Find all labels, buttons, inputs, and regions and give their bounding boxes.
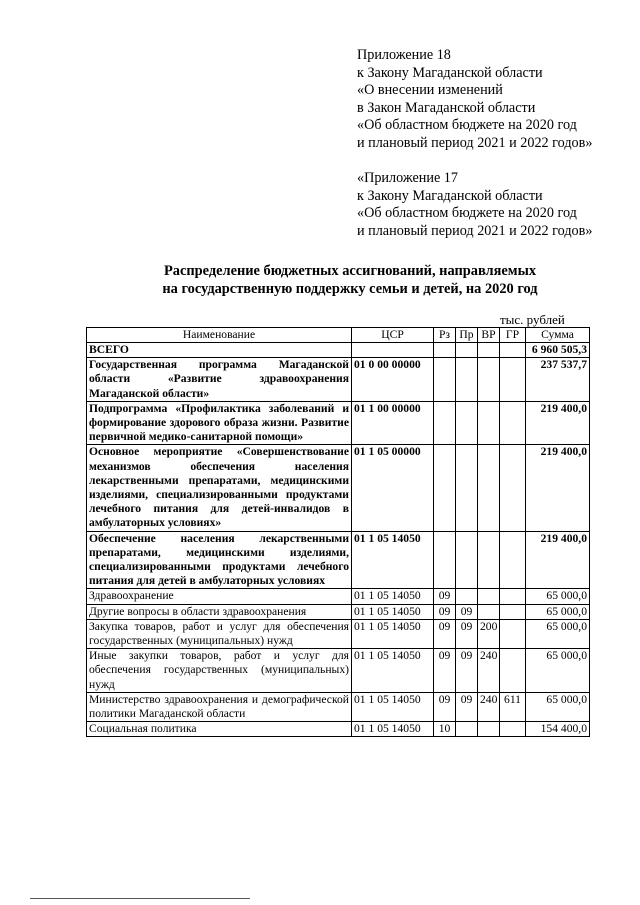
row-vr: 200 (478, 619, 500, 648)
row-rz (434, 343, 456, 358)
table-row (87, 589, 590, 604)
row-pr (456, 445, 478, 531)
row-csr: 01 1 05 14050 (352, 589, 434, 604)
row-gr (500, 358, 526, 402)
row-pr: 09 (456, 649, 478, 693)
row-rz: 10 (434, 722, 456, 737)
row-csr: 01 1 05 14050 (352, 722, 434, 737)
row-gr: 611 (500, 692, 526, 721)
row-rz (434, 358, 456, 402)
row-pr (456, 589, 478, 604)
row-rz (434, 531, 456, 589)
row-vr (478, 531, 500, 589)
appendix17-line: к Закону Магаданской области (357, 187, 543, 204)
table-header-row (87, 328, 590, 343)
row-pr: 09 (456, 619, 478, 648)
row-name: Здравоохранение (87, 589, 352, 604)
row-csr: 01 1 05 14050 (352, 619, 434, 648)
row-vr: 240 (478, 649, 500, 693)
budget-table (86, 327, 590, 737)
row-rz (434, 445, 456, 531)
row-gr (500, 445, 526, 531)
units-label: тыс. рублей (500, 312, 565, 327)
row-gr (500, 649, 526, 693)
document-title (80, 262, 620, 298)
row-gr (500, 722, 526, 737)
row-vr (478, 401, 500, 445)
row-vr (478, 589, 500, 604)
header-name: Наименование (87, 328, 352, 343)
row-gr (500, 531, 526, 589)
header-vr: ВР (478, 328, 500, 343)
row-name: Другие вопросы в области здравоохранения (87, 604, 352, 619)
row-sum: 154 400,0 (526, 722, 590, 737)
row-name: Иные закупки товаров, работ и услуг для обеспечения государственных (муниципальных) нужд (87, 649, 352, 693)
row-csr: 01 1 05 14050 (352, 692, 434, 721)
row-name: Основное мероприятие «Совершенствование механизмов обеспечения населения лекарственными препаратами, медицинскими изделиями, специализированными продуктами лечебного питания для детей-инвалидов в амбулаторных условиях» (87, 445, 352, 531)
table-row (87, 445, 590, 531)
table-row (87, 649, 590, 693)
row-csr: 01 1 05 14050 (352, 531, 434, 589)
header-gr: ГР (500, 328, 526, 343)
appendix18-line: к Закону Магаданской области (357, 64, 543, 81)
row-sum: 65 000,0 (526, 604, 590, 619)
row-csr (352, 343, 434, 358)
table-row (87, 692, 590, 721)
row-sum: 65 000,0 (526, 589, 590, 604)
table-row (87, 401, 590, 445)
row-sum: 219 400,0 (526, 401, 590, 445)
row-rz: 09 (434, 692, 456, 721)
row-rz: 09 (434, 604, 456, 619)
appendix18-line: «О внесении изменений (357, 82, 503, 98)
row-csr: 01 1 05 14050 (352, 649, 434, 693)
row-pr (456, 401, 478, 445)
appendix17-line: «Приложение 17 (357, 170, 458, 186)
row-gr (500, 589, 526, 604)
row-name: Подпрограмма «Профилактика заболеваний и формирование здорового образа жизни. Развитие первичной медико-санитарной помощи» (87, 401, 352, 445)
row-vr (478, 604, 500, 619)
row-sum: 219 400,0 (526, 445, 590, 531)
table-row (87, 343, 590, 358)
row-csr: 01 1 05 00000 (352, 445, 434, 531)
row-csr: 01 0 00 00000 (352, 358, 434, 402)
row-sum: 237 537,7 (526, 358, 590, 402)
header-csr: ЦСР (352, 328, 434, 343)
row-vr (478, 358, 500, 402)
row-name: Государственная программа Магаданской области «Развитие здравоохранения Магаданской области» (87, 358, 352, 402)
row-pr: 09 (456, 604, 478, 619)
appendix18-line: и плановый период 2021 и 2022 годов» (357, 134, 593, 151)
appendix17-line: и плановый период 2021 и 2022 годов» (357, 222, 593, 239)
row-csr: 01 1 00 00000 (352, 401, 434, 445)
header-rz: Рз (434, 328, 456, 343)
table-row (87, 722, 590, 737)
row-sum: 65 000,0 (526, 619, 590, 648)
row-vr: 240 (478, 692, 500, 721)
row-gr (500, 619, 526, 648)
table-row (87, 604, 590, 619)
row-gr (500, 343, 526, 358)
header-pr: Пр (456, 328, 478, 343)
row-gr (500, 401, 526, 445)
row-sum: 219 400,0 (526, 531, 590, 589)
row-vr (478, 445, 500, 531)
row-pr (456, 722, 478, 737)
table-row (87, 358, 590, 402)
row-sum: 6 960 505,3 (526, 343, 590, 358)
row-name: Обеспечение населения лекарственными препаратами, медицинскими изделиями, специализированными продуктами лечебного питания для детей в амбулаторных условиях (87, 531, 352, 589)
row-gr (500, 604, 526, 619)
row-pr (456, 358, 478, 402)
row-name: Министерство здравоохранения и демографической политики Магаданской области (87, 692, 352, 721)
row-rz (434, 401, 456, 445)
row-pr (456, 343, 478, 358)
row-sum: 65 000,0 (526, 692, 590, 721)
table-row (87, 531, 590, 589)
row-pr (456, 531, 478, 589)
appendix17-line: «Об областном бюджете на 2020 год (357, 205, 577, 221)
title-line-2: на государственную поддержку семьи и детей, на 2020 год (162, 281, 538, 297)
appendix18-line: Приложение 18 (357, 47, 451, 63)
appendix18-line: в Закон Магаданской области (357, 99, 536, 116)
footer-divider (30, 898, 250, 899)
appendix-header (357, 47, 627, 240)
row-name: Закупка товаров, работ и услуг для обеспечения государственных (муниципальных) нужд (87, 619, 352, 648)
row-name: ВСЕГО (87, 343, 352, 358)
row-rz: 09 (434, 649, 456, 693)
row-rz: 09 (434, 589, 456, 604)
appendix18-line: «Об областном бюджете на 2020 год (357, 117, 577, 133)
header-sum: Сумма (526, 328, 590, 343)
row-vr (478, 722, 500, 737)
table-row (87, 619, 590, 648)
row-rz: 09 (434, 619, 456, 648)
row-sum: 65 000,0 (526, 649, 590, 693)
row-vr (478, 343, 500, 358)
title-line-1: Распределение бюджетных ассигнований, направляемых (163, 263, 537, 279)
row-csr: 01 1 05 14050 (352, 604, 434, 619)
row-name: Социальная политика (87, 722, 352, 737)
row-pr: 09 (456, 692, 478, 721)
